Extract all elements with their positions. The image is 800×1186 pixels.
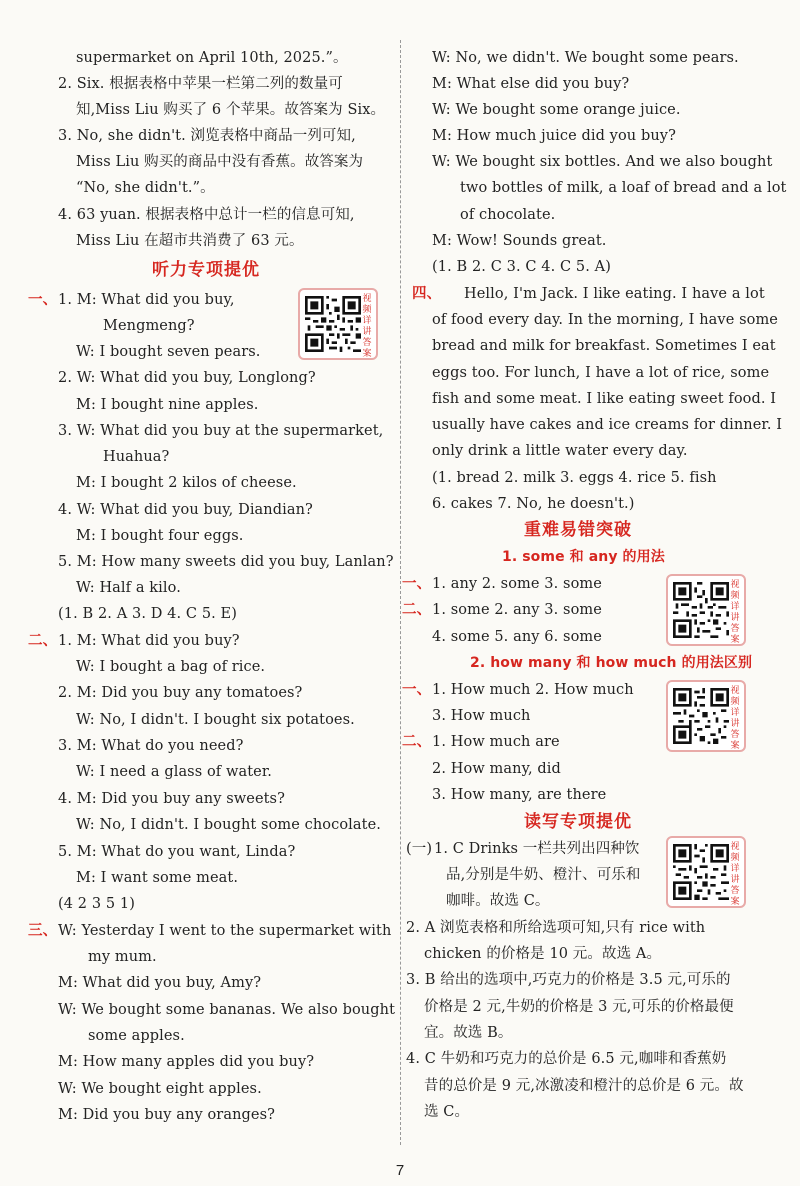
answer-line: W: I need a glass of water. [76, 764, 272, 780]
qr-code[interactable] [298, 288, 378, 360]
passage-line: fish and some meat. I like eating sweet food. I [432, 391, 777, 407]
intro-line: Miss Liu 购买的商品中没有香蕉。故答案为 [76, 154, 364, 170]
answer-line: 1. any 2. some 3. some [432, 576, 602, 592]
section-marker: 二、 [402, 733, 432, 750]
answer-line: M: How much juice did you buy? [432, 128, 676, 144]
section-marker: 三、 [28, 922, 58, 939]
answer-line: 宜。故选 B。 [424, 1025, 513, 1041]
intro-line: supermarket on April 10th, 2025.”。 [76, 50, 348, 66]
answer-key: (1. B 2. C 3. C 4. C 5. A) [432, 259, 611, 275]
answer-key: (4 2 3 5 1) [58, 896, 135, 912]
section-marker: 二、 [402, 601, 432, 618]
answer-line: 5. M: What do you want, Linda? [58, 844, 296, 860]
answer-key: (1. B 2. A 3. D 4. C 5. E) [58, 606, 237, 622]
passage-line: Hello, I'm Jack. I like eating. I have a lot [464, 286, 765, 302]
answer-line: M: I want some meat. [76, 870, 239, 886]
answer-line: 4. M: Did you buy any sweets? [58, 791, 285, 807]
qr-code-icon [305, 295, 361, 353]
answer-line: M: Wow! Sounds great. [432, 233, 607, 249]
answer-line: W: I bought seven pears. [76, 344, 261, 360]
intro-line: “No, she didn't.”。 [76, 180, 215, 196]
answer-line: M: I bought four eggs. [76, 528, 244, 544]
intro-line: 3. No, she didn't. 浏览表格中商品一列可知, [58, 128, 356, 144]
answer-line: some apples. [88, 1028, 185, 1044]
page-number: 7 [395, 1162, 405, 1179]
answer-line: 咖啡。故选 C。 [446, 893, 550, 909]
answer-line: 1. How much 2. How much [432, 682, 634, 698]
section-marker: 二、 [28, 632, 58, 649]
answer-line: W: Half a kilo. [76, 580, 181, 596]
answer-line: W: I bought a bag of rice. [76, 659, 266, 675]
qr-code-icon [673, 581, 729, 639]
answer-line: W: We bought some orange juice. [432, 102, 681, 118]
answer-line: 3. How much [432, 708, 531, 724]
answer-line: 2. W: What did you buy, Longlong? [58, 370, 316, 386]
column-divider [400, 40, 401, 1145]
answer-line: 1. some 2. any 3. some [432, 602, 602, 618]
qr-code[interactable] [666, 680, 746, 752]
section-marker: 一、 [402, 681, 432, 698]
answer-line: M: I bought nine apples. [76, 397, 259, 413]
answer-line: 3. W: What did you buy at the supermarket, [58, 423, 384, 439]
passage-line: usually have cakes and ice creams for dinner. I [432, 417, 783, 433]
answer-line: 2. M: Did you buy any tomatoes? [58, 685, 303, 701]
answer-line: M: How many apples did you buy? [58, 1054, 315, 1070]
answer-line: M: What did you buy, Amy? [58, 975, 262, 991]
qr-label: 视频详讲答案 [730, 686, 740, 751]
qr-code-icon [673, 843, 729, 901]
qr-code-icon [673, 687, 729, 745]
intro-line: Miss Liu 在超市共消费了 63 元。 [76, 233, 304, 249]
answer-line: 3. B 给出的选项中,巧克力的价格是 3.5 元,可乐的 [406, 972, 731, 988]
answer-line: two bottles of milk, a loaf of bread and a lot [460, 180, 787, 196]
passage-line: bread and milk for breakfast. Sometimes I eat [432, 338, 776, 354]
subsection-title: 2. how many 和 how much 的用法区别 [470, 655, 753, 671]
answer-line: 1. C Drinks 一栏共列出四种饮 [434, 841, 640, 857]
answer-line: W: No, we didn't. We bought some pears. [432, 50, 739, 66]
passage-line: only drink a little water every day. [432, 443, 688, 459]
qr-code[interactable] [666, 574, 746, 646]
passage-line: eggs too. For lunch, I have a lot of rice, some [432, 365, 770, 381]
section-marker: 一、 [28, 291, 58, 308]
answer-line: 价格是 2 元,牛奶的价格是 3 元,可乐的价格最便 [424, 999, 734, 1015]
answer-line: W: We bought six bottles. And we also bought [432, 154, 773, 170]
answer-line: M: Did you buy any oranges? [58, 1107, 275, 1123]
section-title-reading-writing: 读写专项提优 [524, 812, 632, 832]
intro-line: 知,Miss Liu 购买了 6 个苹果。故答案为 Six。 [76, 102, 386, 118]
answer-line: 1. M: What did you buy, [58, 292, 235, 308]
answer-line: 选 C。 [424, 1104, 470, 1120]
answer-line: 品,分别是牛奶、橙汁、可乐和 [446, 867, 641, 883]
answer-line: W: Yesterday I went to the supermarket with [58, 923, 392, 939]
answer-line: W: No, I didn't. I bought six potatoes. [76, 712, 355, 728]
section-marker: (一) [406, 841, 433, 857]
answer-line: 4. W: What did you buy, Diandian? [58, 502, 313, 518]
answer-line: M: I bought 2 kilos of cheese. [76, 475, 297, 491]
answer-line: Huahua? [103, 449, 170, 465]
answer-line: 3. How many, are there [432, 787, 607, 803]
qr-label: 视频详讲答案 [362, 294, 372, 359]
section-marker: 一、 [402, 575, 432, 592]
section-title-listening: 听力专项提优 [152, 260, 260, 280]
answer-line: W: No, I didn't. I bought some chocolate. [76, 817, 381, 833]
subsection-title: 1. some 和 any 的用法 [502, 549, 665, 565]
answer-line: M: What else did you buy? [432, 76, 630, 92]
answer-line: W: We bought some bananas. We also bought [58, 1002, 395, 1018]
intro-line: 4. 63 yuan. 根据表格中总计一栏的信息可知, [58, 207, 355, 223]
answer-key: (1. bread 2. milk 3. eggs 4. rice 5. fish [432, 470, 717, 486]
section-title-difficult: 重难易错突破 [524, 520, 632, 540]
answer-line: 4. C 牛奶和巧克力的总价是 6.5 元,咖啡和香蕉奶 [406, 1051, 727, 1067]
answer-line: chicken 的价格是 10 元。故选 A。 [424, 946, 662, 962]
qr-code[interactable] [666, 836, 746, 908]
answer-line: 1. M: What did you buy? [58, 633, 240, 649]
answer-line: of chocolate. [460, 207, 556, 223]
answer-key: 6. cakes 7. No, he doesn't.) [432, 496, 635, 512]
intro-line: 2. Six. 根据表格中苹果一栏第二列的数量可 [58, 76, 343, 92]
answer-line: my mum. [88, 949, 157, 965]
qr-label: 视频详讲答案 [730, 842, 740, 907]
answer-line: 昔的总价是 9 元,冰激凌和橙汁的总价是 6 元。故 [424, 1078, 744, 1094]
answer-line: 1. How much are [432, 734, 560, 750]
answer-line: 2. A 浏览表格和所给选项可知,只有 rice with [406, 920, 706, 936]
answer-line: 4. some 5. any 6. some [432, 629, 602, 645]
section-marker: 四、 [412, 285, 442, 302]
answer-line: 5. M: How many sweets did you buy, Lanlan? [58, 554, 394, 570]
answer-line: W: We bought eight apples. [58, 1081, 262, 1097]
qr-label: 视频详讲答案 [730, 580, 740, 645]
answer-line: 2. How many, did [432, 761, 561, 777]
answer-line: Mengmeng? [103, 318, 195, 334]
passage-line: of food every day. In the morning, I have some [432, 312, 778, 328]
answer-line: 3. M: What do you need? [58, 738, 244, 754]
